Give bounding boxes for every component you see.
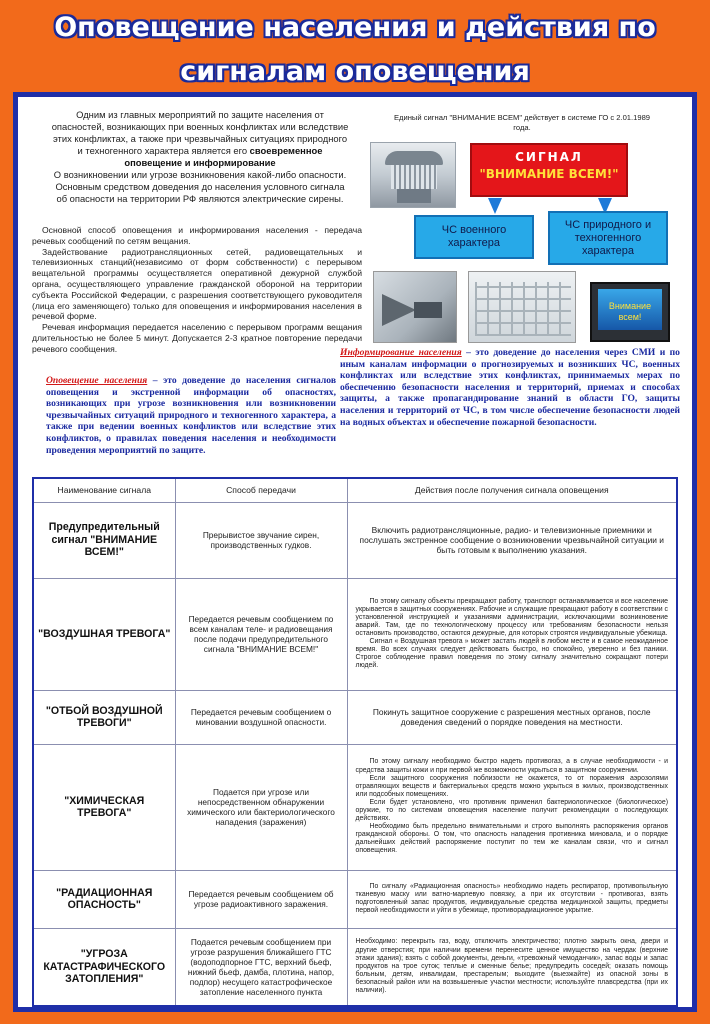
intro-bold: своевременное оповещение и информирование (124, 145, 323, 168)
info-definition (340, 347, 680, 428)
warning-text: – это доведение до населения сигналов оповещения и экстренной информации об опасностях, возникающих при угрозе возникновения или возникновении чрезвычайных ситуаций природного и техногенного характера, а также при ведении военных конфликтов или вследствие этих конфликтов, о правилах поведения населения и необходимости проведения мероприятий по защите. (46, 375, 337, 456)
warning-term: Оповещение населения (46, 375, 148, 386)
signal-name: "ХИМИЧЕСКАЯ ТРЕВОГА" (33, 744, 175, 870)
signal-method: Подается при угрозе или непосредственном обнаружении химического или бактериологического нападения (заражения) (175, 744, 347, 870)
table-header-row (33, 478, 677, 502)
signal-name: "ОТБОЙ ВОЗДУШНОЙ ТРЕВОГИ" (33, 690, 175, 744)
signal-sign (470, 143, 628, 197)
action-paragraph: Включить радиотрансляционные, радио- и телевизионные приемники и послушать экстренное сообщение о возникновении чрезвычайной ситуации и быть готовым к выполнению указания. (359, 525, 664, 555)
signal-method: Прерывистое звучание сирен, производственных гудков. (175, 502, 347, 578)
action-paragraph: По этому сигналу объекты прекращают работу, транспорт останавливается и все население укрывается в защитных сооружениях. Рабочие и служащие прекращают работу в соответствии с установленной инструкцией и указаниями администрации, исключающими возникновение аварий. Там, где по технологическому процессу или требованиям безопасности нельзя остановить производство, остаются дежурные, для которых строятся индивидуальные убежища. (355, 597, 668, 637)
body-paragraph: Задействование радиотрансляционных сетей, радиовещательных и телевизионных станций(независимо от форм собственности) с перерывом вещательной программы осуществляется оперативной дежурной службой органа, осуществляющего управление гражданской обороной на территории субъекта Российской Федерации, с разрешения соответствующего руководителя (лица его заменяющего) только для оповещения и информирования населения в речевой форме. (32, 246, 362, 322)
action-paragraph: Необходимо: перекрыть газ, воду, отключить электричество; плотно закрыть окна, двери и другие отверстия; при наличии времени перенесите ценное имущество на чердак (верхние этажи здания); взять с собой документы, деньги, «тревожный чемоданчик», запас воды и запас продуктов на трое суток; теплые и сменные белье; предупредить соседей; оказать помощь больным, детям, инвалидам, престарелым; выходите (выезжайте) из опасной зоны в безопасный район или на возвышенные участки местности; используйте плавсредства (при их наличии). (355, 938, 668, 994)
signal-method: Подается речевым сообщением при угрозе разрушения ближайшего ГТС (водоподпорное ГТС, верхний бьеф, нижний бьеф, дамба, плотина, напор, подпор) несущего катастрофическое затопление населенного пункта (175, 928, 347, 1006)
action-paragraph: По сигналу «Радиационная опасность» необходимо надеть респиратор, противопыльную тканевую маску или ватно-марлевую повязку, а при их отсутствии - противогаз, взять подготовленный запас продуктов, индивидуальные средства медицинской защиты, предметы первой необходимости и уйти в убежище, противорадиационное укрытие. (355, 882, 668, 915)
action-paragraph: По этому сигналу необходимо быстро надеть противогаз, а в случае необходимости - и средства защиты кожи и при первой же возможности укрыться в защитном сооружении. (355, 758, 668, 774)
signal-name: Предупредительный сигнал "ВНИМАНИЕ ВСЕМ!" (33, 502, 175, 578)
content-panel (13, 92, 697, 1012)
action-paragraph: Сигнал « Воздушная тревога » может застать людей в любом месте и в самое неожиданное время. Во всех случаях следует действовать быстро, но спокойно, уверенно и без паники. Строгое соблюдение правил поведения по этому сигналу значительно сокращают потери людей. (355, 638, 668, 670)
table-row (33, 502, 677, 578)
table-row (33, 928, 677, 1006)
siren-image (370, 142, 456, 208)
table-row (33, 690, 677, 744)
intro-part-2: О возникновении или угрозе возникновения какой-либо опасности. Основным средством доведения до населения условного сигнала об опасности на территории РФ являются электрические сирены. (53, 169, 347, 204)
signal-sign-line-1: СИГНАЛ (515, 150, 583, 164)
action-paragraph: Если защитного сооружения поблизости не окажется, то от поражения аэрозолями отравляющих веществ и бактериальных средств можно укрыться в жилых, производственных или подсобных помещениях. (355, 774, 668, 798)
city-broadcast-image (468, 271, 576, 343)
warning-definition (46, 375, 336, 456)
signal-name: "РАДИАЦИОННАЯ ОПАСНОСТЬ" (33, 870, 175, 928)
signals-table (32, 477, 678, 1007)
action-paragraph: Если будет установлено, что противник применил бактериологическое (биологическое) оружие, то по системам оповещения население получит рекомендации о последующих действиях. (355, 798, 668, 823)
action-paragraph: Необходимо быть предельно внимательными и строго выполнять распоряжения органов гражданской обороны. О том, что опасность нападения противника миновала, и о порядке дальнейших действий распоряжение поступит по тем же каналам связи, что и сигнал оповещения. (355, 823, 668, 855)
table-row (33, 870, 677, 928)
signal-method: Передается речевым сообщением по всем каналам теле- и радиовещания после подачи предупредительного сигнала "ВНИМАНИЕ ВСЕМ!" (175, 578, 347, 690)
title-line-1: Оповещение населения и действия по (54, 12, 656, 43)
body-text (32, 225, 362, 355)
tv-image (590, 282, 670, 342)
loudspeaker-image (373, 271, 457, 343)
signal-sign-line-2: "ВНИМАНИЕ ВСЕМ!" (479, 167, 619, 181)
body-paragraph: Основной способ оповещения и информирования населения - передача речевых сообщений по сетям вещания. (32, 225, 362, 246)
body-paragraph: Речевая информация передается населению с перерывом программ вещания длительностью не более 5 минут. Допускается 2-3 кратное повторение передачи речевого сообщения. (32, 322, 362, 354)
signal-method: Передается речевым сообщением о миновании воздушной опасности. (175, 690, 347, 744)
info-term: Информирование населения (340, 347, 462, 358)
signal-name: "ВОЗДУШНАЯ ТРЕВОГА" (33, 578, 175, 690)
signal-caption: Единый сигнал "ВНИМАНИЕ ВСЕМ" действует в системе ГО с 2.01.1989 года. (393, 113, 651, 132)
table-header: Действия после получения сигнала оповещения (347, 478, 677, 502)
signal-actions (347, 690, 677, 744)
intro-text (50, 109, 350, 205)
table-row (33, 578, 677, 690)
signal-method: Передается речевым сообщением об угрозе радиоактивного заражения. (175, 870, 347, 928)
info-text: – это доведение до населения через СМИ и по иным каналам информации о прогнозируемых и возникших ЧС, военных конфликтах или вследствие этих конфликтах, принимаемых мерах по обеспечению безопасности населения и территорий, приемах и способах защиты, а также пропагандирование знаний в области ГО, защиты населения и территорий от ЧС, в том числе обеспечение безопасности людей на водных объектах и обеспечение пожарной безопасности. (340, 347, 680, 428)
signal-actions (347, 870, 677, 928)
military-emergency-box: ЧС военного характера (414, 215, 534, 259)
tv-screen-text: Внимание всем! (598, 289, 662, 330)
natural-emergency-box: ЧС природного и техногенного характера (548, 211, 668, 265)
intro-part-1: Одним из главных мероприятий по защите населения от опасностей, возникающих при военных конфликтах или вследствие этих конфликтах, а также при чрезвычайных ситуациях природного и техногенного характера является его (51, 109, 349, 156)
table-header: Способ передачи (175, 478, 347, 502)
signal-actions (347, 578, 677, 690)
action-paragraph: Покинуть защитное сооружение с разрешения местных органов, после доведения сведений о порядке поведения на местности. (372, 707, 651, 727)
signal-actions (347, 928, 677, 1006)
signal-name: "УГРОЗА КАТАСТРАФИЧЕСКОГО ЗАТОПЛЕНИЯ" (33, 928, 175, 1006)
poster-title (0, 6, 710, 94)
signal-actions (347, 502, 677, 578)
signal-actions (347, 744, 677, 870)
table-row (33, 744, 677, 870)
title-line-2: сигналам оповещения (180, 56, 530, 87)
arrow-down-icon (488, 198, 502, 214)
table-header: Наименование сигнала (33, 478, 175, 502)
